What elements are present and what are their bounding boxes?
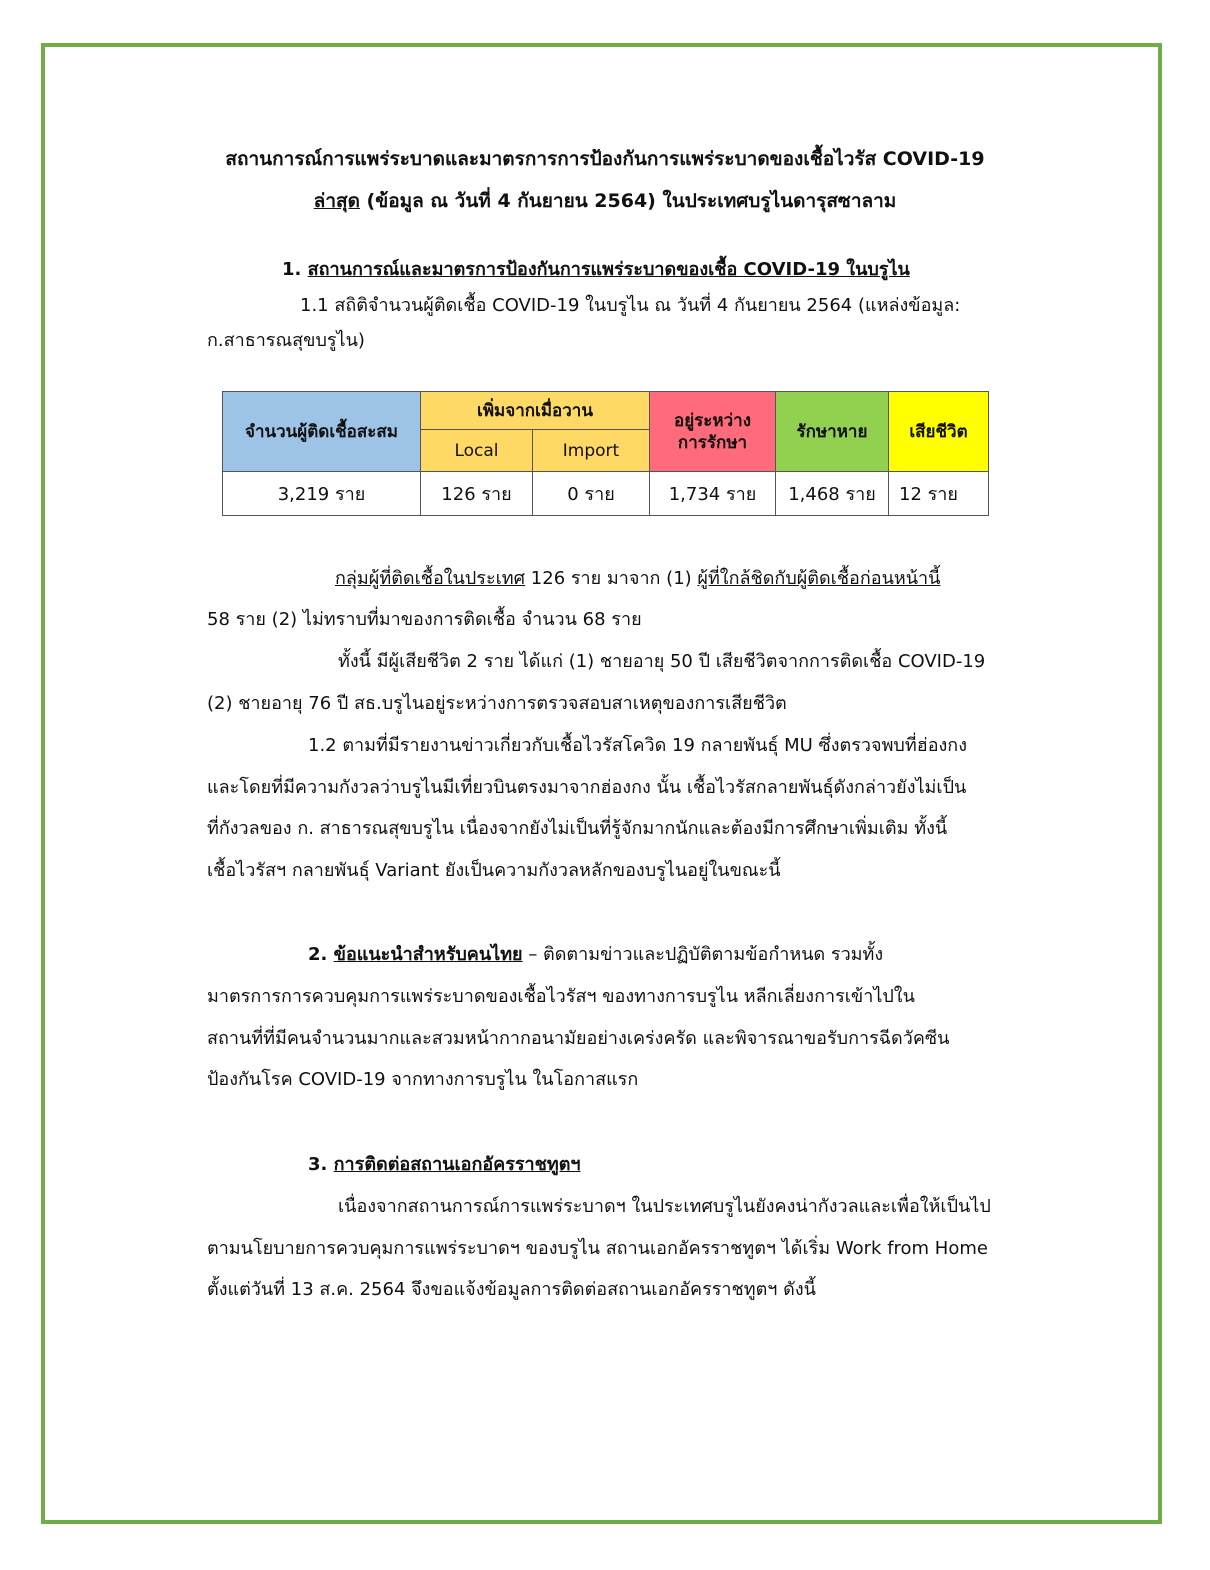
value-recovered: 1,468 ราย — [776, 472, 889, 516]
section1-2-line2: และโดยที่มีความกังวลว่าบรูไนมีเที่ยวบินตรงมาจากฮ่องกง นั้น เชื้อไวรัสกลายพันธุ์ดังกล่าวยังไม่เป็น — [207, 777, 967, 798]
section3-line1: เนื่องจากสถานการณ์การแพร่ระบาดฯ ในประเทศบรูไนยังคงน่ากังวลและเพื่อให้เป็นไป — [338, 1196, 991, 1217]
document-title-line2 — [150, 186, 1060, 216]
header-local: Local — [421, 430, 533, 472]
section1-number: 1. — [282, 259, 308, 280]
section3-line3: ตั้งแต่วันที่ 13 ส.ค. 2564 จึงขอแจ้งข้อมูลการติดต่อสถานเอกอัครราชทูตฯ ดังนี้ — [207, 1279, 816, 1300]
header-import: Import — [533, 430, 650, 472]
section2-line1: 2. ข้อแนะนำสำหรับคนไทย – ติดตามข่าวและปฏิบัติตามข้อกำหนด รวมทั้ง — [308, 944, 884, 965]
value-deaths: 12 ราย — [889, 472, 989, 516]
section1-2-line1: 1.2 ตามที่มีรายงานข่าวเกี่ยวกับเชื้อไวรัสโควิด 19 กลายพันธุ์ MU ซึ่งตรวจพบที่ฮ่องกง — [308, 735, 967, 756]
section2-line3: สถานที่ที่มีคนจำนวนมากและสวมหน้ากากอนามัยอย่างเคร่งครัด และพิจารณาขอรับการฉีดวัคซีน — [207, 1028, 950, 1049]
section1-2-line4: เชื้อไวรัสฯ กลายพันธุ์ Variant ยังเป็นความกังวลหลักของบรูไนอยู่ในขณะนี้ — [207, 860, 781, 881]
value-import: 0 ราย — [533, 472, 650, 516]
header-deaths: เสียชีวิต — [889, 392, 989, 472]
document-title-line1: สถานการณ์การแพร่ระบาดและมาตรการการป้องกันการแพร่ระบาดของเชื้อไวรัส COVID-19 — [225, 148, 985, 170]
covid-stats-table — [222, 391, 989, 516]
local-group-line1: กลุ่มผู้ที่ติดเชื้อในประเทศ 126 ราย มาจาก (1) ผู้ที่ใกล้ชิดกับผู้ติดเชื้อก่อนหน้านี้ — [335, 568, 941, 589]
section2-line2: มาตรการการควบคุมการแพร่ระบาดของเชื้อไวรัสฯ ของทางการบรูไน หลีกเลี่ยงการเข้าไปใน — [207, 986, 915, 1007]
deaths-line2: (2) ชายอายุ 76 ปี สธ.บรูไนอยู่ระหว่างการตรวจสอบสาเหตุของการเสียชีวิต — [207, 693, 787, 714]
title-latest: ล่าสุด — [313, 190, 360, 212]
section1-title: สถานการณ์และมาตรการป้องกันการแพร่ระบาดของเชื้อ COVID-19 ในบรูไน — [307, 259, 910, 280]
section3-number: 3. — [308, 1154, 334, 1175]
header-recovered: รักษาหาย — [776, 392, 889, 472]
section3-heading: การติดต่อสถานเอกอัครราชทูตฯ — [333, 1154, 581, 1175]
section2-line4: ป้องกันโรค COVID-19 จากทางการบรูไน ในโอกาสแรก — [207, 1069, 639, 1090]
header-cumulative-cases: จำนวนผู้ติดเชื้อสะสม — [223, 392, 421, 472]
section1-1-line1: 1.1 สถิติจำนวนผู้ติดเชื้อ COVID-19 ในบรูไน ณ วันที่ 4 กันยายน 2564 (แหล่งข้อมูล: — [300, 295, 961, 316]
title-date-country: (ข้อมูล ณ วันที่ 4 กันยายน 2564) ในประเทศบรูไนดารุสซาลาม — [359, 190, 897, 212]
section2-number: 2. — [308, 944, 334, 965]
section1-1-line2: ก.สาธารณสุขบรูไน) — [207, 330, 365, 351]
header-under-treatment: อยู่ระหว่าง การรักษา — [650, 392, 776, 472]
section1-2-line3: ที่กังวลของ ก. สาธารณสุขบรูไน เนื่องจากยังไม่เป็นที่รู้จักมากนักและต้องมีการศึกษาเพิ่มเติม ทั้งนี้ — [207, 818, 948, 839]
deaths-line1: ทั้งนี้ มีผู้เสียชีวิต 2 ราย ได้แก่ (1) ชายอายุ 50 ปี เสียชีวิตจากการติดเชื้อ COVID-19 — [338, 651, 986, 672]
section1-heading — [282, 256, 910, 284]
section3-line2: ตามนโยบายการควบคุมการแพร่ระบาดฯ ของบรูไน สถานเอกอัครราชทูตฯ ได้เริ่ม Work from Home — [207, 1238, 988, 1259]
local-group-line2: 58 ราย (2) ไม่ทราบที่มาของการติดเชื้อ จำนวน 68 ราย — [207, 609, 642, 630]
section2-heading: ข้อแนะนำสำหรับคนไทย — [333, 944, 523, 965]
value-local: 126 ราย — [421, 472, 533, 516]
value-cumulative-cases: 3,219 ราย — [223, 472, 421, 516]
section3-heading-line — [308, 1151, 581, 1179]
value-under-treatment: 1,734 ราย — [650, 472, 776, 516]
header-new-since-yesterday: เพิ่มจากเมื่อวาน — [421, 392, 650, 430]
